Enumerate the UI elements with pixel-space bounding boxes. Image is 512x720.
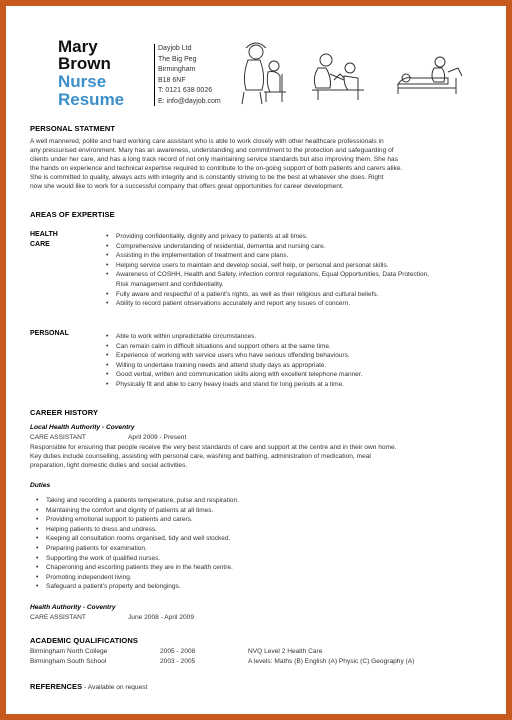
personal-statement-heading: PERSONAL STATMENT [30,124,116,133]
bullet: • [36,554,39,562]
header-divider [154,44,155,106]
references-text: Available on request [87,684,148,691]
contact-line: Birmingham [158,66,196,73]
list-item [36,582,239,592]
job1-dates: April 2009 - Present [128,434,187,441]
care-label-line: CARE [30,241,50,248]
first-name: Mary [58,37,98,56]
list-item [106,351,362,361]
list-item [106,251,429,261]
job1-title: CARE ASSISTANT [30,434,86,441]
list-item [106,370,362,380]
personal-statement-text [30,137,500,191]
contact-line: T: 0121 638 0026 [158,87,213,94]
list-item-text: Able to work within unpredictable circumstances. [116,333,257,340]
list-item [106,290,429,300]
statement-line: the hands on experience and technical expertise required to contribute to the on-going support of both patients and carers alike. [30,165,403,172]
nurse-with-patient-illustration [234,40,296,106]
list-item-text: Supporting the work of qualified nurses. [46,554,161,562]
contact-block [158,44,221,107]
list-item-text: Physically fit and able to carry heavy loads and stand for long periods at a time. [116,380,344,388]
list-item [106,232,429,242]
bullet: • [106,380,109,388]
list-item-text: Safeguard a patient's property and belongings. [46,583,181,591]
list-item [106,280,429,290]
list-item [106,332,362,342]
list-item-text: Good verbal, written and communication skills along with excellent telephone manner. [116,371,363,379]
bullet: • [106,252,109,260]
bullet: • [106,333,109,340]
duties-heading: Duties [30,482,51,489]
list-item [36,554,239,564]
health-care-list [106,232,429,309]
bullet: • [36,544,39,552]
bullet: • [106,261,109,269]
list-item-text: Keeping all consultation rooms organised, tidy and well stocked. [46,535,231,543]
list-item [36,544,239,554]
list-item [36,525,239,535]
job2-dates: June 2008 - April 2009 [128,614,194,621]
bullet: • [36,564,39,572]
list-item-text: Helping service users to maintain and develop social, self help, or personal and personal skills. [116,261,389,269]
statement-line: any pressurised environment. Mary has an awareness, understanding and commitment to the protection and safeguarding of [30,147,394,154]
job1-description [30,443,500,470]
list-item-text: Willing to undertake training needs and attend study days as appropriate. [116,361,327,369]
health-care-label [30,230,58,250]
bullet: • [106,271,109,279]
personal-skills-list [106,332,362,390]
duties-list [36,496,239,592]
edu-school-1: Birmingham North College [30,648,108,655]
contact-line: Dayjob Ltd [158,45,192,52]
bullet: • [106,233,109,240]
list-item-text: Maintaining the comfort and dignity of patients at all times. [46,506,214,514]
list-item-text: Providing confidentiality, dignity and privacy to patients at all times. [116,233,308,240]
statement-line: clients under her care, and has a long track record of not only maintaining service standards but also improving them. She has [30,156,398,163]
description-line: Key duties include counselling, assisting with personal care, washing and bathing, administration of medication, meal [30,453,371,460]
list-item [36,496,239,506]
list-item-text: Risk management and confidentiality. [116,280,224,288]
list-item [36,563,239,573]
list-item-text: Chaperoning and escorting patients they are in the health centre. [46,564,233,572]
bullet: • [106,300,109,308]
contact-line: The Big Peg [158,55,197,63]
list-item [106,342,362,352]
job2-employer: Health Authority - Coventry [30,604,116,611]
bullet: • [106,242,109,250]
list-item-text: Helping patients to dress and undress. [46,525,157,533]
edu-school-2: Birmingham South School [30,658,107,665]
list-item-text: Taking and recording a patients temperature, pulse and respiration. [46,497,239,504]
list-item [106,299,429,309]
references-line [30,676,147,694]
expertise-heading: AREAS OF EXPERTISE [30,210,115,219]
list-item-text: Ability to record patient observations accurately and report any issues of concern. [116,300,351,308]
bullet: • [36,506,39,514]
bullet: • [36,525,39,533]
last-name: Brown [58,54,111,73]
bullet: • [36,535,39,543]
list-item-text: Comprehensive understanding of residential, dementia and nursing care. [116,242,326,250]
edu-years-2: 2003 - 2005 [160,658,196,665]
list-item [36,515,239,525]
bullet: • [106,371,109,379]
list-item [106,261,429,271]
description-line: preparation, light domestic duties and social activities. [30,462,188,469]
education-heading: ACADEMIC QUALIFICATIONS [30,636,138,645]
statement-line: A well mannered, polite and hard working care assistant who is able to work closely with other healthcare professionals in [30,138,384,145]
list-item [36,573,239,583]
list-item [106,270,429,280]
contact-line: E: info@dayjob.com [158,97,221,105]
list-item-text: Fully aware and respectful of a patient's rights, as well as their religious and cultural beliefs. [116,290,379,298]
list-item-text: Experience of working with service users who have serious offending behaviours. [116,352,350,360]
references-separator: - [82,684,88,691]
references-heading: REFERENCES [30,682,83,691]
bullet: • [36,497,39,504]
list-item-text: Preparing patients for examination. [46,544,147,552]
list-item [36,534,239,544]
list-item [106,242,429,252]
bullet: • [36,573,39,581]
job2-title: CARE ASSISTANT [30,614,86,621]
list-item-text: Assisting in the implementation of treatment and care plans. [116,252,289,260]
personal-label: PERSONAL [30,330,69,337]
job1-employer: Local Health Authority - Coventry [30,424,135,431]
list-item-text: Can remain calm in difficult situations and support others at the same time. [116,342,331,350]
bullet: • [106,352,109,360]
list-item [36,506,239,516]
bullet: • [106,290,109,298]
statement-line: now she would like to work for a successful company that offers great opportunities for career development. [30,183,344,190]
resume-page [6,6,506,714]
patient-in-bed-illustration [396,54,466,98]
contact-line: B18 6NF [158,76,186,84]
role-title-1: Nurse [58,72,107,91]
list-item [106,380,362,390]
description-line: Responsible for ensuring that people receive the very best standards of care and support at the centre and in their own home. [30,444,397,451]
health-label-line: HEALTH [30,231,58,238]
bullet: • [36,516,39,524]
list-item-text: Providing emotional support to patients and carers. [46,516,193,524]
career-heading: CAREER HISTORY [30,408,99,417]
edu-quals-1: NVQ Level 2 Health Care [248,648,323,655]
bullet: • [106,361,109,369]
bullet: • [36,583,39,591]
list-item [106,361,362,371]
bullet: • [106,342,109,350]
list-item-text: Promoting independent living. [46,573,132,581]
edu-years-1: 2005 - 2008 [160,648,196,655]
role-title-2: Resume [58,90,125,109]
edu-quals-2: A levels: Maths (B) English (A) Physic (C) Geography (A) [248,658,415,665]
statement-line: She is committed to quality, always acts with integrity and is constantly striving to be the best at whatever she does. Right [30,174,384,181]
patient-care-illustration [308,50,368,102]
list-item-text: Awareness of COSHH, Health and Safety, infection control regulations, Equal Opportunities, Data Protection, [116,271,430,279]
